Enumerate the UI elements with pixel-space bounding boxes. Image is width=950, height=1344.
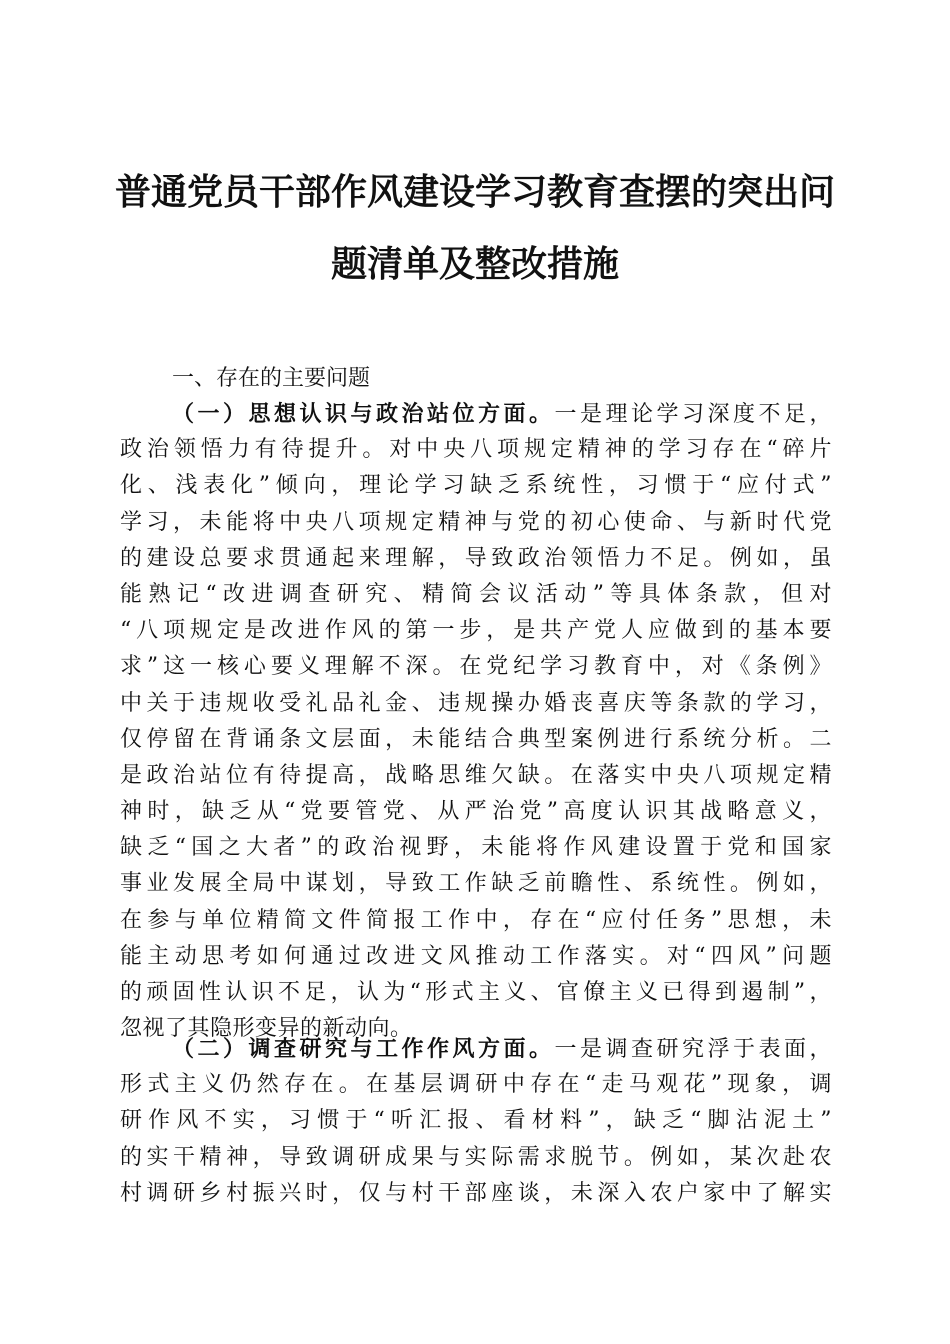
document-title-line-2: 题清单及整改措施: [330, 243, 619, 285]
text-line: 村调研乡村振兴时，仅与村干部座谈，未深入农户家中了解实: [120, 1180, 832, 1206]
paragraph-1-first-line: [120, 396, 832, 432]
text-line: 能主动思考如何通过改进文风推动工作落实。对“四风”问题: [120, 943, 832, 969]
text-line: 事业发展全局中谋划，导致工作缺乏前瞻性、系统性。例如，: [120, 871, 832, 897]
text-line: 在参与单位精简文件简报工作中，存在“应付任务”思想，未: [120, 907, 832, 933]
text-line: 学习，未能将中央八项规定精神与党的初心使命、与新时代党: [120, 509, 832, 535]
text-line: “八项规定是改进作风的第一步，是共产党人应做到的基本要: [120, 618, 832, 644]
text-line: 忽视了其隐形变异的新动向。: [120, 1016, 413, 1042]
text-line: 神时，缺乏从“党要管党、从严治党”高度认识其战略意义，: [120, 799, 832, 825]
text-line: 中关于违规收受礼品礼金、违规操办婚丧喜庆等条款的学习，: [120, 690, 832, 716]
text-line: 是政治站位有待提高，战略思维欠缺。在落实中央八项规定精: [120, 762, 832, 788]
text-line: 形式主义仍然存在。在基层调研中存在“走马观花”现象，调: [120, 1072, 832, 1098]
text-line: 的顽固性认识不足，认为“形式主义、官僚主义已得到遏制”，: [120, 980, 832, 1005]
text-line: 仅停留在背诵条文层面，未能结合典型案例进行系统分析。二: [120, 726, 832, 752]
text-line: 化、浅表化”倾向，理论学习缺乏系统性，习惯于“应付式”: [120, 473, 832, 499]
paragraph-1-first-rest: 一是理论学习深度不足，: [554, 402, 832, 427]
text-line: 求”这一核心要义理解不深。在党纪学习教育中，对《条例》: [120, 654, 832, 680]
text-line: 缺乏“国之大者”的政治视野，未能将作风建设置于党和国家: [120, 835, 832, 861]
text-line: 的建设总要求贯通起来理解，导致政治领悟力不足。例如，虽: [120, 545, 832, 571]
document-title-line-1: 普通党员干部作风建设学习教育查摆的突出问: [114, 171, 835, 213]
text-line: 的实干精神，导致调研成果与实际需求脱节。例如，某次赴农: [120, 1144, 832, 1170]
paragraph-2-first-rest: 一是调查研究浮于表面，: [554, 1037, 832, 1062]
paragraph-1-lead: （一）思想认识与政治站位方面。: [172, 401, 555, 427]
text-line: 研作风不实，习惯于“听汇报、看材料”，缺乏“脚沾泥土”: [120, 1108, 832, 1134]
paragraph-2-lead: （二）调查研究与工作作风方面。: [172, 1036, 555, 1062]
text-line: 政治领悟力有待提升。对中央八项规定精神的学习存在“碎片: [120, 437, 832, 463]
paragraph-1: [120, 396, 832, 1047]
section-heading: 一、存在的主要问题: [172, 366, 371, 391]
text-line: 能熟记“改进调查研究、精简会议活动”等具体条款，但对: [120, 581, 832, 607]
paragraph-2: [120, 1031, 832, 1212]
paragraph-2-first-line: [120, 1031, 832, 1067]
